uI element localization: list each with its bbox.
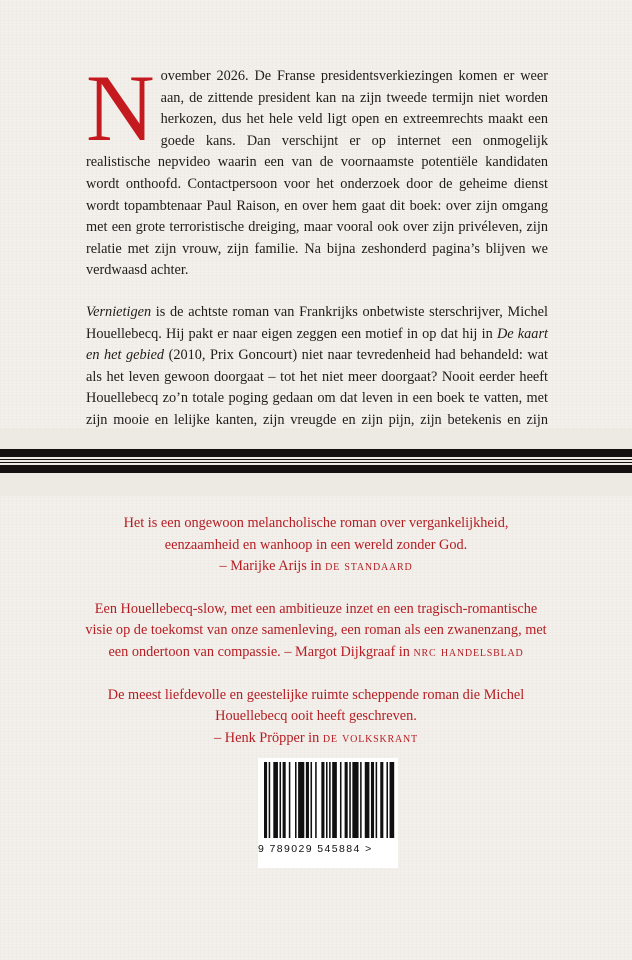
barcode-bar bbox=[306, 762, 309, 838]
barcode-bar bbox=[352, 762, 358, 838]
barcode-bar bbox=[315, 762, 317, 838]
quote-line: Houellebecq ooit heeft geschreven. bbox=[215, 708, 417, 725]
barcode-bar bbox=[280, 762, 282, 838]
blurb-paragraph-2-text-b: (2010, Prix Goncourt) niet naar tevredenheid had behandeld: wat als het leven gewoon doorgaat – tot het niet meer doorgaat? Nooit eerder heeft Houellebecq zo’n totale poging gedaan om dat leven in een boek te vatten, met zijn mooie en lelijke kanten, zijn vreugde en zijn pijn, zijn betekenis en zijn bbox=[86, 347, 548, 428]
barcode-bar bbox=[390, 762, 395, 838]
band-hairline-top bbox=[0, 459, 632, 460]
quote-line: eenzaamheid en wanhoop in een wereld zonder God. bbox=[164, 536, 468, 553]
barcode-bar bbox=[376, 762, 378, 838]
barcode-bar bbox=[365, 762, 370, 838]
quote-line: Een Houellebecq-slow, met een ambitieuze inzet en een tragisch-romantische bbox=[94, 600, 538, 617]
blurb-paragraph-1 bbox=[86, 55, 548, 282]
quote-line: Het is een ongewoon melancholische roman over vergankelijkheid, bbox=[123, 515, 509, 531]
barcode-bar bbox=[283, 762, 286, 838]
barcode-bar bbox=[321, 762, 324, 838]
barcode-bar bbox=[311, 762, 313, 838]
isbn-number: 9 789029 545884 > bbox=[258, 843, 373, 855]
quote-source: de standaard bbox=[325, 558, 413, 575]
barcode-bar bbox=[349, 762, 351, 838]
decorative-band bbox=[0, 428, 632, 496]
quote-line: een ondertoon van compassie. – Margot Dijkgraaf in bbox=[108, 643, 414, 660]
barcode-bar bbox=[345, 762, 348, 838]
blurb-text bbox=[86, 55, 548, 453]
press-quote-2 bbox=[80, 599, 552, 664]
barcode-bar bbox=[371, 762, 374, 838]
referenced-book-title: De kaart en het gebied bbox=[86, 325, 548, 364]
blurb-paragraph-1-text: ovember 2026. De Franse presidentsverkiezingen komen er weer aan, de zittende president kan na zijn tweede termijn niet worden herkozen, dus het hele veld ligt open en extreemrechts maakt een goede kans. Dan verschijnt er op internet een onmogelijk realistische nepvideo waarin een van de voornaamste potentiële kandidaten wordt onthoofd. Contactpersoon voor het onderzoek door de geheime dienst wordt topambtenaar Paul Raison, en over hem gaat dit boek: over zijn omgang met een grote terroristische dreiging, maar vooral ook over zijn privéleven, zijn relatie met zijn vrouw, zijn familie. Na bijna zeshonderd pagina’s blijven we verdwaasd achter. bbox=[86, 68, 548, 279]
barcode-bar bbox=[329, 762, 331, 838]
quote-attribution: – Marijke Arijs in bbox=[219, 558, 326, 575]
barcode-bar bbox=[273, 762, 278, 838]
press-quotes bbox=[80, 513, 552, 749]
barcode-bar bbox=[289, 762, 291, 838]
blurb-paragraph-2-text-a: is de achtste roman van Frankrijks onbetwiste sterschrijver, Michel Houellebecq. Hij pakt er naar eigen zeggen een motief in op dat hij in bbox=[86, 303, 548, 342]
barcode-bar bbox=[386, 762, 388, 838]
barcode-bar bbox=[332, 762, 337, 838]
band-stripe-bottom bbox=[0, 465, 632, 473]
quote-line: De meest liefdevolle en geestelijke ruimte scheppende roman die Michel bbox=[107, 686, 525, 703]
barcode-bars bbox=[258, 758, 398, 842]
barcode-bar bbox=[264, 762, 267, 838]
quote-line: visie op de toekomst van onze samenleving, een roman als een zwanenzang, met bbox=[85, 622, 547, 639]
book-title: Vernietigen bbox=[86, 303, 152, 320]
barcode-bar bbox=[326, 762, 328, 838]
barcode-bar bbox=[269, 762, 271, 838]
barcode-bar bbox=[340, 762, 342, 838]
barcode-bar bbox=[298, 762, 304, 838]
drop-cap: N bbox=[86, 55, 155, 161]
quote-source: nrc handelsblad bbox=[413, 643, 524, 660]
quote-source: de volkskrant bbox=[322, 729, 418, 746]
barcode-bar bbox=[295, 762, 297, 838]
press-quote-1 bbox=[80, 513, 552, 578]
isbn-barcode bbox=[258, 758, 398, 868]
barcode-bar bbox=[380, 762, 383, 838]
quote-attribution: – Henk Pröpper in bbox=[214, 729, 323, 746]
band-stripe-top bbox=[0, 449, 632, 457]
band-hairline-bottom bbox=[0, 462, 632, 463]
press-quote-3 bbox=[80, 685, 552, 750]
barcode-bar bbox=[360, 762, 362, 838]
